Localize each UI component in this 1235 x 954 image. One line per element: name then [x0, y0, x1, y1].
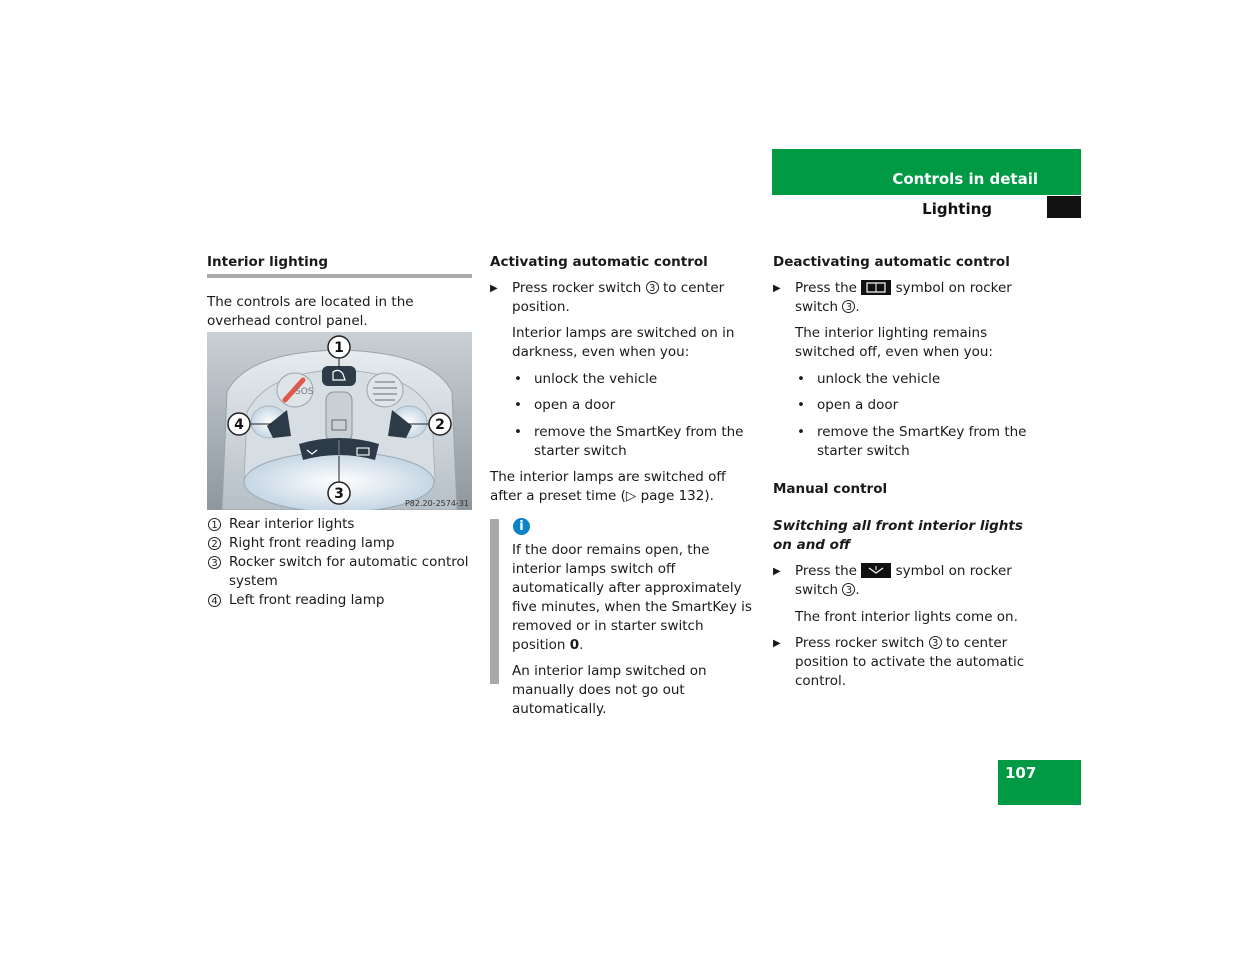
callout-3: 3	[334, 486, 344, 502]
info-text-1	[512, 541, 755, 655]
step-arrow-icon: ▶	[773, 283, 781, 294]
overhead-panel-figure	[207, 332, 472, 510]
step-text: to center position to activate the automatic control.	[795, 635, 1025, 689]
bullet-icon: •	[797, 424, 805, 440]
figure-legend	[207, 515, 472, 610]
list-item-text: unlock the vehicle	[534, 371, 658, 387]
front-lights-symbol-shape	[861, 563, 891, 578]
step-text: Press rocker switch	[795, 635, 925, 651]
list-item	[490, 396, 755, 415]
bullet-icon: •	[797, 371, 805, 387]
page-number: 107	[1005, 764, 1037, 782]
instruction-step	[773, 279, 1041, 317]
ref-number: 3	[646, 281, 659, 294]
legend-item	[207, 553, 472, 591]
step-arrow-icon: ▶	[773, 638, 781, 649]
column-interior-lighting	[207, 253, 472, 331]
subheading-front-lights: Switching all front interior lights on and off	[773, 518, 1023, 553]
list-item	[773, 423, 1041, 461]
legend-number: 4	[208, 594, 221, 607]
overhead-panel-illustration	[207, 332, 472, 510]
step-text: .	[855, 582, 860, 598]
ref-number: 3	[842, 583, 855, 596]
step-text: symbol on rocker switch	[795, 280, 1012, 315]
list-item	[773, 396, 1041, 415]
list-item	[490, 370, 755, 389]
info-text-part: .	[579, 637, 584, 653]
info-icon: i	[513, 518, 530, 535]
bullet-icon: •	[514, 371, 522, 387]
callout-1: 1	[334, 340, 344, 356]
front-lights-symbol-icon	[861, 563, 891, 578]
heading-rule	[207, 274, 472, 278]
info-text-part: If the door remains open, the interior lamps switch off automatically after approximately five minutes, when the SmartKey is removed or in starter switch position	[512, 542, 752, 653]
legend-number: 2	[208, 537, 221, 550]
legend-item	[207, 515, 472, 534]
list-item-text: open a door	[534, 397, 616, 413]
step-text: Press the	[795, 563, 857, 579]
step-text: to center position.	[512, 280, 725, 315]
legend-text: Right front reading lamp	[229, 535, 395, 551]
legend-text: Rocker switch for automatic control system	[229, 554, 469, 589]
ref-number: 3	[842, 300, 855, 313]
section-title: Controls in detail	[892, 170, 1038, 188]
instruction-step	[490, 279, 755, 317]
column-deactivating-automatic	[773, 253, 1041, 691]
info-sidebar	[490, 519, 499, 684]
step-text: Press rocker switch	[512, 280, 642, 296]
heading-interior-lighting: Interior lighting	[207, 254, 329, 270]
legend-number: 3	[208, 556, 221, 569]
instruction-step	[773, 562, 1041, 600]
result-text: The front interior lights come on.	[795, 609, 1018, 625]
auto-off-text: The interior lamps are switched off after a preset time (▷ page 132).	[490, 469, 726, 504]
subsection-title: Lighting	[922, 200, 992, 218]
info-text-2: An interior lamp switched on manually does not go out automatically.	[512, 663, 707, 717]
step-text: .	[855, 299, 860, 315]
heading-activating-automatic: Activating automatic control	[490, 254, 708, 270]
step-text: symbol on rocker switch	[795, 563, 1012, 598]
heading-deactivating-automatic: Deactivating automatic control	[773, 254, 1010, 270]
bullet-icon: •	[514, 397, 522, 413]
step-arrow-icon: ▶	[773, 566, 781, 577]
list-item-text: remove the SmartKey from the starter switch	[534, 424, 744, 459]
heading-manual-control: Manual control	[773, 481, 888, 497]
section-tab-marker	[1047, 196, 1081, 218]
callout-4: 4	[234, 417, 244, 433]
legend-number: 1	[208, 518, 221, 531]
legend-text: Rear interior lights	[229, 516, 355, 532]
list-item-text: remove the SmartKey from the starter switch	[817, 424, 1027, 459]
ref-number: 3	[929, 636, 942, 649]
list-item	[490, 423, 755, 461]
figure-code: P82.20-2574-31	[404, 499, 469, 508]
step-text: Press the	[795, 280, 857, 296]
bullet-icon: •	[514, 424, 522, 440]
intro-text: The controls are located in the overhead control panel.	[207, 294, 414, 329]
bullet-icon: •	[797, 397, 805, 413]
step-arrow-icon: ▶	[490, 283, 498, 294]
list-item-text: unlock the vehicle	[817, 371, 941, 387]
legend-text: Left front reading lamp	[229, 592, 385, 608]
section-header	[772, 149, 1081, 195]
result-text: Interior lamps are switched on in darkness, even when you:	[512, 325, 735, 360]
callout-2: 2	[435, 417, 445, 433]
list-item-text: open a door	[817, 397, 899, 413]
auto-off-symbol-icon	[861, 280, 891, 295]
info-text-bold: 0	[569, 637, 580, 653]
auto-off-symbol-shape	[861, 280, 891, 295]
info-box	[512, 541, 755, 719]
legend-item	[207, 591, 472, 610]
result-text: The interior lighting remains switched off, even when you:	[795, 325, 993, 360]
column-activating-automatic	[490, 253, 755, 506]
list-item	[773, 370, 1041, 389]
sos-label: SOS	[295, 387, 314, 397]
legend-item	[207, 534, 472, 553]
page-number-box	[998, 760, 1081, 805]
instruction-step	[773, 634, 1041, 691]
